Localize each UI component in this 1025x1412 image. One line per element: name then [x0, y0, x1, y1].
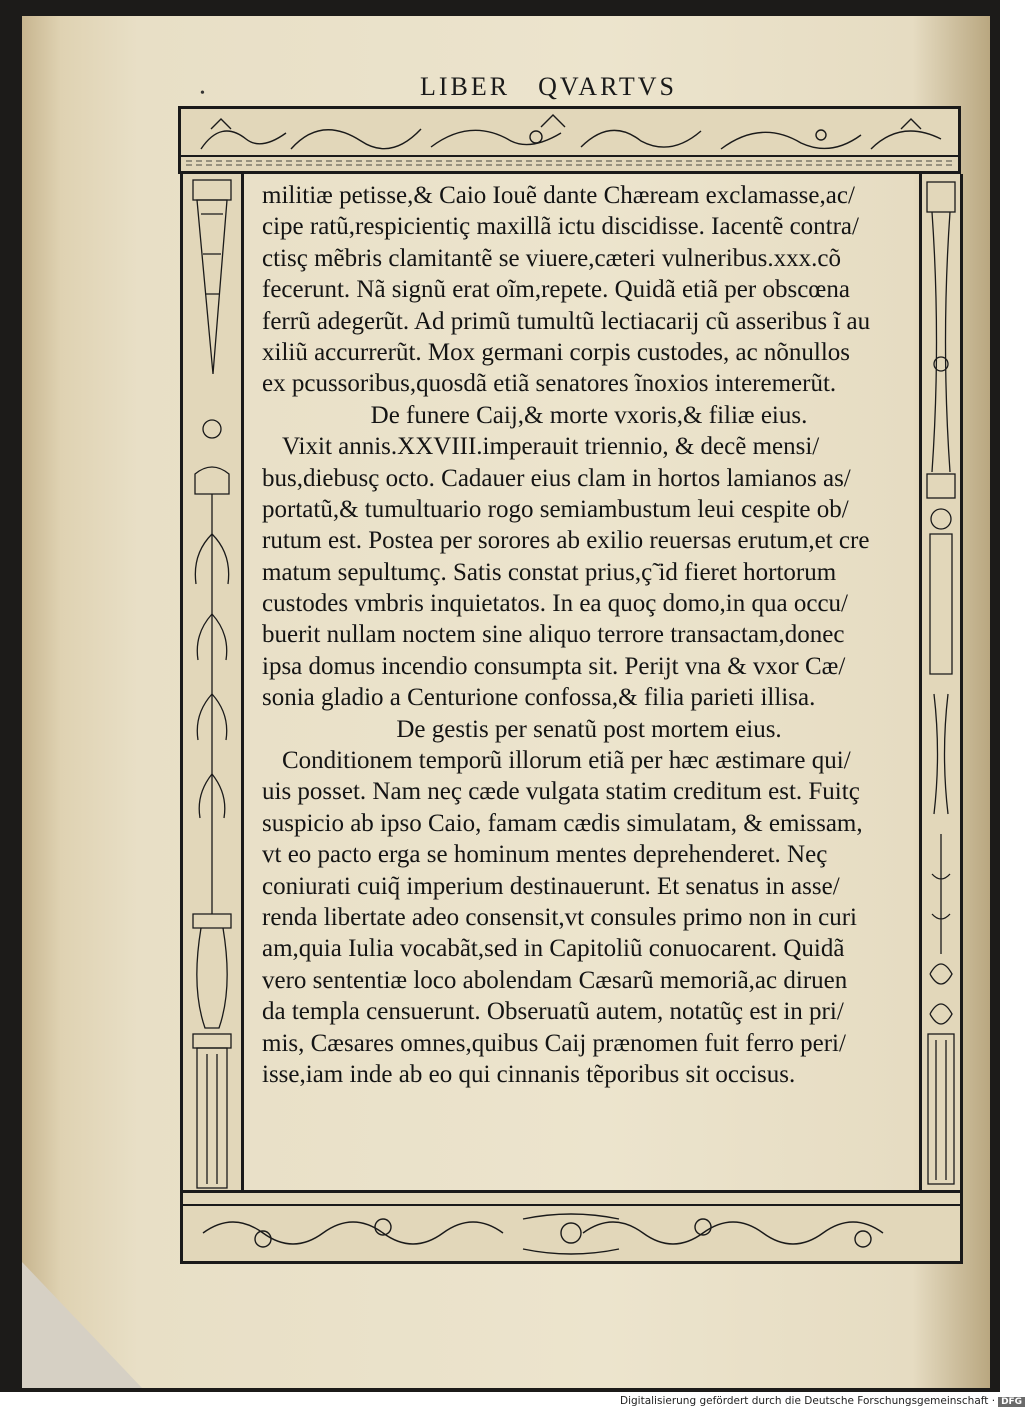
text-line: bus,diebusç octo. Cadauer eius clam in hortos lamianos as/	[262, 464, 851, 492]
text-line: ipsa domus incendio consumpta sit. Perijt vna & vxor Cæ/	[262, 652, 846, 680]
ornament-bottom-icon	[183, 1193, 960, 1261]
folded-page-corner	[22, 1262, 142, 1388]
dfg-logo: DFG	[998, 1397, 1025, 1407]
text-line: buerit nullam noctem sine aliquo terrore transactam,donec	[262, 621, 845, 649]
woodcut-border-top	[178, 106, 961, 174]
section-heading: De gestis per senatũ post mortem eius.	[396, 715, 782, 743]
text-line: isse,iam inde ab eo qui cinnanis tẽporibus sit occisus.	[262, 1060, 796, 1088]
text-line: uis posset. Nam neç cæde vulgata statim creditum est. Fuitç	[262, 778, 860, 806]
running-head	[420, 72, 705, 102]
body-text	[262, 180, 916, 1090]
text-line: fecerunt. Nã signũ erat oĩm,repete. Quidã etiã per obscœna	[262, 276, 850, 304]
running-head-liber: LIBER	[420, 72, 511, 101]
text-line: Conditionem temporũ illorum etiã per hæc æstimare qui/	[282, 747, 851, 775]
ornament-column-right-icon	[922, 174, 960, 1190]
text-line: portatũ,& tumultuario rogo semiambustum leui cespite ob/	[262, 495, 849, 523]
text-line: militiæ petisse,& Caio Iouẽ dante Chæream exclamasse,ac/	[262, 182, 855, 209]
text-line: suspicio ab ipso Caio, famam cædis simulatam, & emissam,	[262, 809, 863, 837]
ornament-top-icon	[181, 109, 958, 171]
text-line: vero sententiæ loco abolendam Cæsarũ memoriã,ac diruen	[262, 966, 848, 994]
digitization-credit	[620, 1395, 1025, 1407]
text-line: ctisç mẽbris clamitantẽ se viuere,cæteri vulneribus.xxx.cõ	[262, 244, 841, 272]
text-line: rutum est. Postea per sorores ab exilio reuersas erutum,et cre	[262, 527, 870, 555]
text-line: da templa censuerunt. Obseruatũ autem, notatũç est in pri/	[262, 998, 844, 1026]
text-line: ferrũ adegerũt. Ad primũ tumultũ lectiacarij cũ asseribus ĩ au	[262, 307, 871, 335]
text-line: coniurati cuiq̃ imperium destinauerunt. Et senatus in asse/	[262, 872, 840, 900]
section-heading: De funere Caij,& morte vxoris,& filiæ eius.	[370, 401, 808, 429]
page-mark: •	[200, 86, 205, 101]
woodcut-border-right	[919, 174, 963, 1190]
text-line: xiliũ accurrerũt. Mox germani corpis custodes, ac nõnullos	[262, 338, 851, 366]
text-line: Vixit annis.XXVIII.imperauit triennio, & decẽ mensi/	[282, 433, 820, 461]
text-line: renda libertate adeo consensit,vt consules primo non in curi	[262, 903, 857, 931]
text-line: am,quia Iulia vocabãt,sed in Capitoliũ conuocarent. Quidã	[262, 935, 845, 963]
text-line: ex pcussoribus,quosdã etiã senatores ĩnoxios interemerũt.	[262, 370, 837, 398]
running-head-quartus: QVARTVS	[538, 72, 677, 101]
text-line: vt eo pacto erga se hominum mentes deprehenderet. Neç	[262, 841, 828, 869]
woodcut-border-bottom	[180, 1190, 963, 1264]
text-line: custodes vmbris inquietatos. In ea quoç domo,in qua occu/	[262, 590, 848, 618]
text-line: mis, Cæsares omnes,quibus Caij prænomen fuit ferro peri/	[262, 1029, 846, 1057]
woodcut-border-left	[180, 174, 244, 1190]
text-line: sonia gladio a Centurione confossa,& filia parieti illisa.	[262, 684, 816, 712]
text-line: cipe ratũ,respicientiç maxillã ictu discidisse. Iacentẽ contra/	[262, 213, 859, 241]
text-line: matum sepultumç. Satis constat prius,ç̃ id fieret hortorum	[262, 558, 837, 586]
credit-text: Digitalisierung gefördert durch die Deutsche Forschungsgemeinschaft ·	[620, 1395, 996, 1407]
ornament-column-left-icon	[183, 174, 241, 1190]
